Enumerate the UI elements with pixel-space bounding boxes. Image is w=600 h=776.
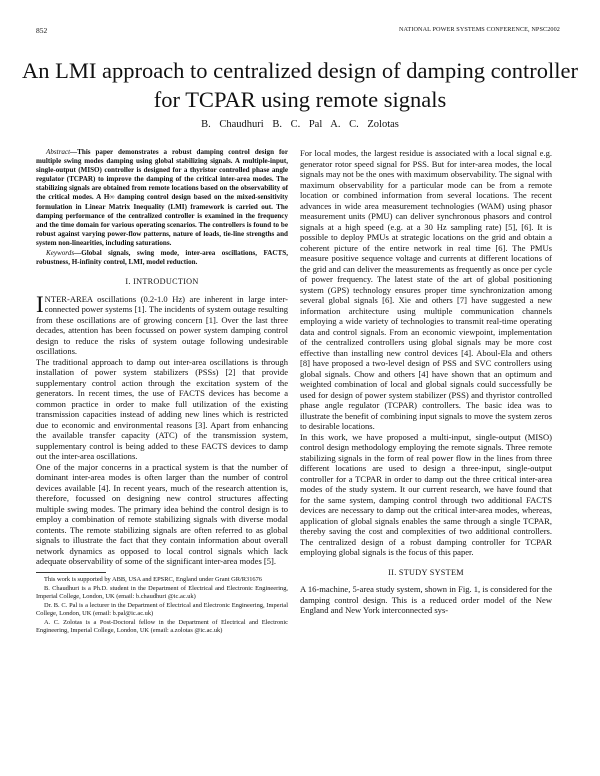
- left-column: [36, 148, 288, 636]
- drop-cap: I: [36, 291, 44, 317]
- right-paragraph-2: In this work, we have proposed a multi-input, single-output (MISO) control design methodology employing the remote signals. Three remote stabilizing signals in the form of real power flow in the lines from three different locations are used to design a three-input, single-output controller for a TCPAR in order to damp out the three critical inter-area modes of the study system. It our current research, we have found that for the same system, damping control through two additional FACTS devices are necessary to damp out the critical inter-area modes, whereas, application of global signals enables the same through a single TCPAR, thereby saving the cost and complexities of two additional controllers. The centralized design of a robust damping controller for TCPAR employing global signals is the focus of this paper.: [300, 431, 552, 557]
- abstract: [36, 148, 288, 248]
- keywords-label: Keywords: [46, 249, 75, 258]
- abstract-text: —This paper demonstrates a robust damping control design for multiple swing modes damping using global stabilizing signals. A multiple-input, single-output (MISO) controller is designed for a thyristor controlled phase angle regulator (TCPAR) to improve the damping of the critical inter-area modes. The stabilizing signals are obtained from remote locations based on the observability of the critical modes. A H∞ damping control design based on the mixed-sensitivity formulation in Linear Matrix Inequality (LMI) framework is carried out. The damping performance of the centralized controller is examined in the frequency and the time domain for various operating scenarios. The controllers is found to be robust against varying power-flow patterns, nature of loads, tie-line strengths and system non-linearities, including saturations.: [36, 148, 288, 247]
- intro-paragraph-3: One of the major concerns in a practical system is that the number of dominant inter-area modes is often larger than the number of control devices available [4]. In recent years, much of the research attention is, therefore, focussed on designing new control structures affecting multiple swing modes. The primary idea behind the control design is to employ a combination of remote stabilizing signals with diverse modal contents. The remote stabilizing signals are often referred to as global signals to illustrate the fact that they contain information about overall network dynamics as opposed to local control signals which lack adequate observability of some of the significant inter-area modes [5].: [36, 461, 288, 567]
- footnote-author-3: A. C. Zolotas is a Post-Doctoral fellow in the Department of Electrical and Electronic Engineering, Imperial College, London, UK (email: a.zolotas @ic.ac.uk): [36, 618, 288, 634]
- right-paragraph-1: For local modes, the largest residue is associated with a local signal e.g. generator rotor speed signal for PSS. But for inter-area modes, the local signals may not be the ones with maximum observability. The signal with maximum observability for a particular mode can be from a remote location or combined information from several locations. The recent advances in wide area measurement technologies (WAM) using phasor measurement units (PMU) can deliver synchronous phasors and control signals at a high speed (e.g. at a 30 Hz sampling rate) [5], [6]. It is possible to deploy PMUs at strategic locations on the grid and obtain a coherent picture of the entire network in real time [6]. The PMUs measure positive sequence voltage and currents at different locations of the grid and can deliver the measurements as frequently as once per cycle of power frequency. The latest state of the art of global positioning system (GPS) technology ensures proper time synchronization among several global signals [6]. Xie and others [7] have suggested a new information architecture using multiple communication channels employing a wide variety of technologies to transmit real-time operating data and control signals. From an economic viewpoint, implementation of the centralized controllers using global signals may be more cost effective than installing new control devices [4]. Aboul-Ela and others [8] have proposed a two-level design of PSS and SVC controllers using global signals. Chow and others [4] have shown that an optimum and weighted combination of local and global signals could successfully be used for design of power system stabilizer (PSS) and thyristor controlled phase angle regulator (TCPAR) controllers. The basic idea was to illustrate the benefit of combining input signals to move the system zeros to desirable locations.: [300, 148, 552, 431]
- intro-paragraph-1: [36, 291, 288, 357]
- footnotes: [36, 576, 288, 635]
- footnote-funding: This work is supported by ABB, USA and EPSRC, England under Grant GR/R31676: [44, 575, 262, 583]
- footnote-rule: [36, 572, 106, 573]
- page-number: 852: [36, 26, 48, 35]
- author-list: B. Chaudhuri B. C. Pal A. C. Zolotas: [201, 119, 399, 130]
- section-heading-study-system: II. STUDY SYSTEM: [388, 567, 464, 577]
- footnote-author-1: B. Chaudhuri is a Ph.D. student in the Department of Electrical and Electronic Engineering, Imperial College, London, UK (email: b.chaudhuri @ic.ac.uk): [36, 584, 288, 600]
- intro-paragraph-2: The traditional approach to damp out inter-area oscillations is through installation of power system stabilizers (PSSs) [2] that provide supplementary control action through the excitation system of the generators. In recent times, the use of FACTS devices has become a common practice in order to make full utilization of the existing transmission capacities instead of adding new lines which is restricted due to economic and environmental reasons [3]. Apart from enhancing the available transfer capacity (ATC) of the transmission system, supplementary control is being added to these FACTS devices to damp out the inter-area oscillations.: [36, 356, 288, 462]
- intro-paragraph-1-text: NTER-AREA oscillations (0.2-1.0 Hz) are inherent in large inter-connected power systems [1]. The incidents of system outage resulting from these oscillations are of growing concern [1]. Over the last three decades, attention has been focussed on power system damping control design to reduce the risks of system outage following undesirable oscillations.: [36, 293, 288, 357]
- keywords: [36, 249, 288, 267]
- keywords-text: —Global signals, swing mode, inter-area oscillations, FACTS, robustness, H-infinity control, LMI, model reduction.: [36, 249, 288, 267]
- section-heading-introduction: I. INTRODUCTION: [125, 277, 199, 287]
- paper-title: An LMI approach to centralized design of damping controller for TCPAR using remote signals: [21, 58, 579, 112]
- running-header: NATIONAL POWER SYSTEMS CONFERENCE, NPSC2002: [398, 26, 560, 33]
- footnote-author-2: Dr. B. C. Pal is a lecturer in the Department of Electrical and Electronic Engineering, Imperial College, London, UK (email: b.pal@ic.ac.uk): [36, 601, 288, 617]
- abstract-label: Abstract: [46, 148, 71, 156]
- right-paragraph-3: A 16-machine, 5-area study system, shown in Fig. 1, is considered for the damping control design. This is a reduced order model of the New England and New York interconnected sys-: [300, 584, 552, 615]
- right-column: [300, 148, 552, 616]
